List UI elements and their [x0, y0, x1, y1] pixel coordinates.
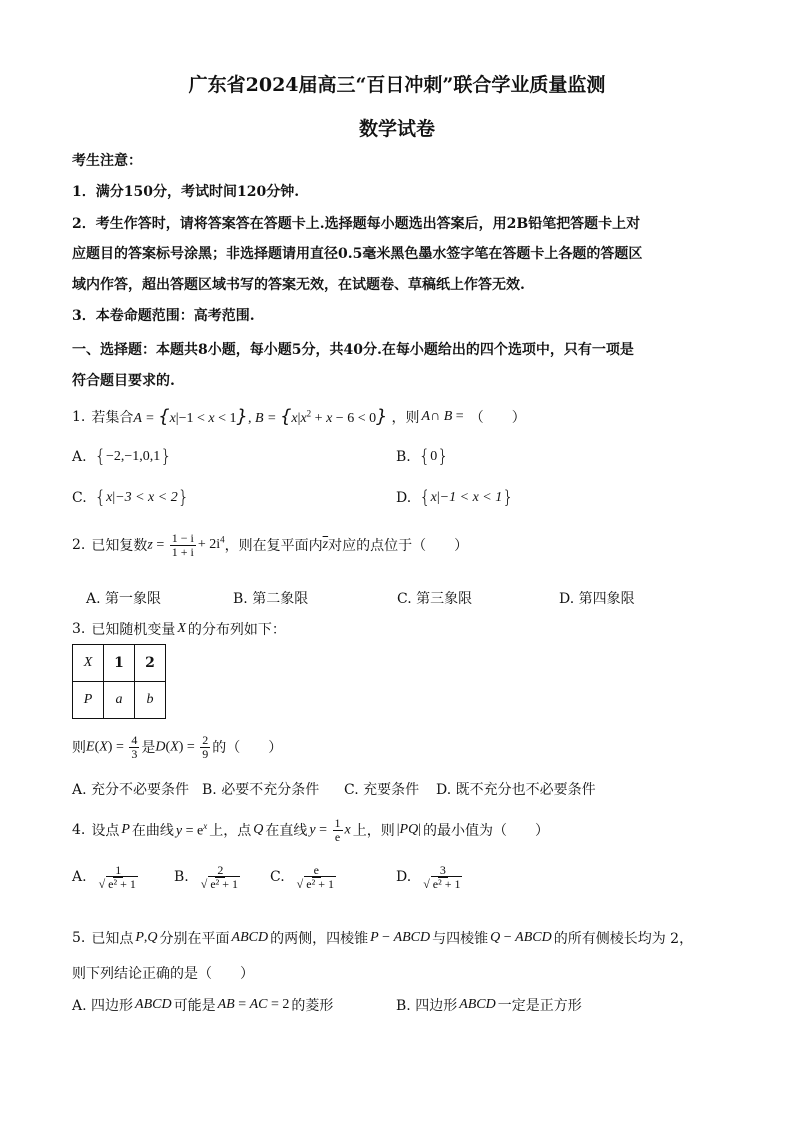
notice-item-2-line-3: 域内作答，超出答题区域书写的答案无效，在试题卷、草稿纸上作答无效.	[72, 277, 525, 293]
option-c[interactable]: C. { x | −3 < x < 2 }	[72, 487, 190, 508]
option-b[interactable]: B. { 0 }	[396, 446, 449, 467]
table-row	[73, 682, 166, 719]
section-heading-line-2: 符合题目要求的.	[72, 373, 175, 389]
notice-item-2-line-1: 2．考生作答时，请将答案答在答题卡上.选择题每小题选出答案后，用2B铅笔把答题卡上对	[72, 216, 641, 232]
set-intersection-expression: A∩ B =	[421, 408, 464, 424]
table-cell: P	[73, 682, 104, 719]
question-number: 3.	[72, 621, 86, 637]
question-number: 2.	[72, 537, 86, 554]
question-1-stem	[72, 406, 526, 427]
option-b[interactable]: B. 必要不充分条件	[202, 782, 320, 798]
option-d[interactable]: D. $\frac{3}{\text{√ e² + 1}}$	[396, 863, 461, 891]
page-subtitle: 数学试卷	[358, 118, 435, 140]
notice-item-3: 3．本卷命题范围：高考范围.	[72, 308, 255, 324]
question-text: ，则	[391, 409, 420, 426]
complex-expression: z = $\frac{1 - i}{1 + i}$ + $2i^4$	[147, 531, 225, 559]
question-5-stem-line-2: 则下列结论正确的是（ ）	[72, 966, 254, 982]
notice-item-1: 1．满分150分，考试时间120分钟.	[72, 184, 300, 200]
option-c[interactable]: C. 充要条件	[344, 782, 420, 798]
distribution-table	[72, 644, 166, 719]
option-c[interactable]: C. 第三象限	[397, 591, 473, 607]
question-3-stem: 3. 已知随机变量 X 的分布列如下：	[72, 621, 286, 638]
notice-heading: 考生注意：	[72, 153, 142, 169]
option-d[interactable]: D. { x | −1 < x < 1 }	[396, 487, 514, 508]
option-a[interactable]: A. 第一象限	[86, 591, 162, 607]
answer-blank: （ ）	[469, 409, 526, 426]
option-a[interactable]: A. 充分不必要条件	[72, 782, 190, 798]
option-a[interactable]: A. { −2,−1,0,1 }	[72, 446, 172, 467]
set-a-expression: A = {x|−1 < x < 1}, $B = \{x|x^2 + x - 6 < 0\}$	[133, 406, 388, 427]
table-cell: b	[135, 682, 166, 719]
option-d[interactable]: D. 既不充分也不必要条件	[436, 782, 596, 798]
page-title: 广东省2024届高三“百日冲刺”联合学业质量监测	[188, 74, 606, 96]
section-heading-line-1: 一、选择题：本题共8小题，每小题5分，共40分.在每小题给出的四个选项中，只有一项是	[72, 342, 634, 358]
question-number: 1.	[72, 408, 86, 425]
option-b[interactable]: B. 第二象限	[233, 591, 309, 607]
question-number: 5.	[72, 930, 86, 946]
table-cell: 2	[135, 645, 166, 682]
question-3-condition: 则 E(X) = $\frac{4}{3}$ 是 D(X) = $\frac{2}{9}$ 的（ ）	[72, 733, 283, 761]
table-cell: 1	[104, 645, 135, 682]
option-a[interactable]: A. 四边形 ABCD 可能是 AB = AC = 2 的菱形	[72, 997, 334, 1014]
table-cell: a	[104, 682, 135, 719]
question-2-stem: 2. 已知复数 z = $\frac{1 - i}{1 + i}$ + $2i^4$ ，则在复平面内 $\overline{z}$ 对应的点位于（ ）	[72, 531, 469, 559]
option-a[interactable]: A. $\frac{1}{\text{√ e² + 1}}$	[72, 863, 136, 891]
question-5-stem-line-1: 5. 已知点 P,Q 分别在平面 ABCD 的两侧，四棱锥 P − ABCD 与四棱锥 Q − ABCD 的所有侧棱长均为 2，	[72, 930, 694, 947]
table-cell: X	[73, 645, 104, 682]
notice-item-2-line-2: 应题目的答案标号涂黑；非选择题请用直径0.5毫米黑色墨水签字笔在答题卡上各题的答题区	[72, 246, 643, 262]
table-row	[73, 645, 166, 682]
option-b[interactable]: B. 四边形 ABCD 一定是正方形	[396, 997, 582, 1014]
question-4-stem: 4. 设点 P 在曲线 $y = e^x$ 上，点 Q 在直线 y = $\frac{1}{e}$ x 上，则 |PQ| 的最小值为（ ）	[72, 816, 550, 844]
option-b[interactable]: B. $\frac{2}{\text{√ e² + 1}}$	[174, 863, 239, 891]
question-text: 若集合	[91, 409, 134, 426]
option-c[interactable]: C. $\frac{e}{\text{√ e² + 1}}$	[270, 863, 334, 891]
option-d[interactable]: D. 第四象限	[559, 591, 635, 607]
question-number: 4.	[72, 822, 86, 839]
conjugate-z: $\overline{z}$	[322, 537, 329, 553]
